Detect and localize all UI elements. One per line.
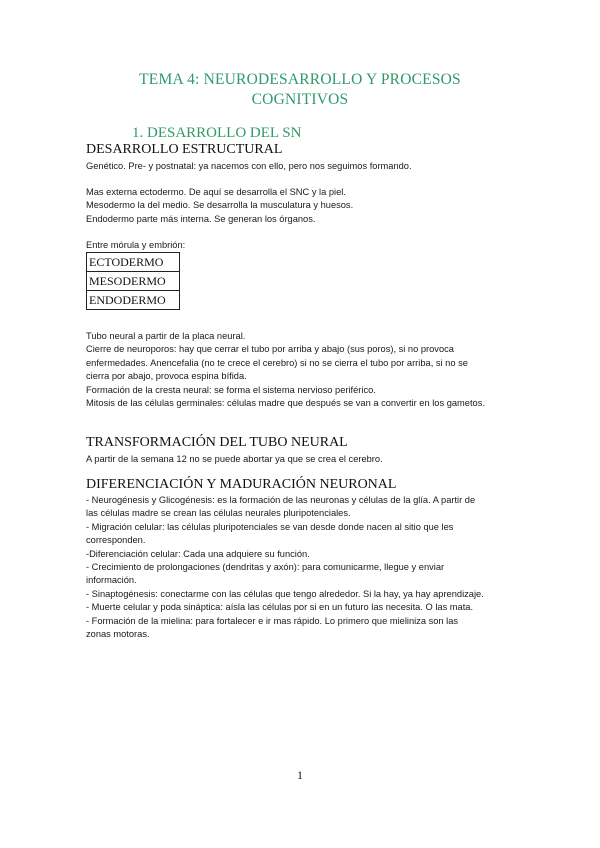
- paragraph-genetico: [86, 160, 516, 173]
- table-cell: MESODERMO: [87, 272, 180, 291]
- text-line: Entre mórula y embrión:: [86, 240, 186, 250]
- germ-layers-table: [86, 252, 180, 310]
- text-line: Mas externa ectodermo. De aquí se desarrolla el SNC y la piel.: [86, 187, 346, 197]
- text-line: - Muerte celular y poda sináptica: aísla las células por si en un futuro las necesita. O las mata.: [86, 602, 474, 613]
- text-line: información.: [86, 575, 137, 586]
- text-line: - Migración celular: las células pluripotenciales se van desde donde nacen al sitio que les: [86, 521, 454, 532]
- heading-transformacion-tubo-neural: TRANSFORMACIÓN DEL TUBO NEURAL: [86, 435, 348, 450]
- table-row: [87, 291, 180, 310]
- text-line: corresponden.: [86, 535, 146, 546]
- table-row: [87, 253, 180, 272]
- document-title-line-2: COGNITIVOS: [251, 91, 349, 108]
- text-line: - Neurogénesis y Glicogénesis: es la formación de las neuronas y células de la glía. A partir de: [86, 495, 476, 505]
- text-line: Genético. Pre- y postnatal: ya nacemos con ello, pero nos seguimos formando.: [86, 161, 412, 171]
- text-line: Tubo neural a partir de la placa neural.: [86, 331, 246, 341]
- paragraph-tubo-neural: [86, 330, 516, 410]
- text-line: Endodermo parte más interna. Se generan los órganos.: [86, 213, 316, 224]
- table-cell: ECTODERMO: [87, 253, 180, 272]
- text-line: -Diferenciación celular: Cada una adquiere su función.: [86, 548, 310, 559]
- table-caption: [86, 239, 516, 252]
- text-line: zonas motoras.: [86, 629, 150, 640]
- text-line: Cierre de neuroporos: hay que cerrar el tubo por arriba y abajo (sus poros), si no provoca: [86, 344, 454, 355]
- heading-diferenciacion-maduracion: DIFERENCIACIÓN Y MADURACIÓN NEURONAL: [86, 477, 397, 492]
- section-heading-desarrollo-sn: 1. DESARROLLO DEL SN: [132, 125, 302, 141]
- paragraph-layers: [86, 186, 516, 226]
- text-line: A partir de la semana 12 no se puede abortar ya que se crea el cerebro.: [86, 454, 383, 464]
- paragraph-transformacion: [86, 453, 516, 466]
- text-line: las células madre se crean las células neurales pluripotenciales.: [86, 508, 351, 519]
- text-line: Mesodermo la del medio. Se desarrolla la musculatura y huesos.: [86, 200, 354, 211]
- page-number: 1: [297, 768, 303, 782]
- document-title-line-1: TEMA 4: NEURODESARROLLO Y PROCESOS: [139, 71, 461, 88]
- table-cell: ENDODERMO: [87, 291, 180, 310]
- text-line: Mitosis de las células germinales: células madre que después se van a convertir en los gametos.: [86, 398, 485, 409]
- text-line: cierra por abajo, provoca espina bífida.: [86, 371, 247, 382]
- paragraph-diferenciacion: [86, 494, 516, 641]
- subheading-desarrollo-estructural: DESARROLLO ESTRUCTURAL: [86, 142, 283, 157]
- text-line: enfermedades. Anencefalia (no te crece el cerebro) si no se cierra el tubo por arriba, si no se: [86, 357, 468, 368]
- text-line: - Formación de la mielina: para fortalecer e ir mas rápido. Lo primero que mieliniza son las: [86, 615, 459, 626]
- text-line: - Sinaptogénesis: conectarme con las células que tengo alrededor. Si la hay, ya hay aprendizaje.: [86, 588, 484, 599]
- text-line: - Crecimiento de prolongaciones (dendritas y axón): para comunicarme, llegue y enviar: [86, 562, 445, 573]
- table-row: [87, 272, 180, 291]
- text-line: Formación de la cresta neural: se forma el sistema nervioso periférico.: [86, 384, 376, 395]
